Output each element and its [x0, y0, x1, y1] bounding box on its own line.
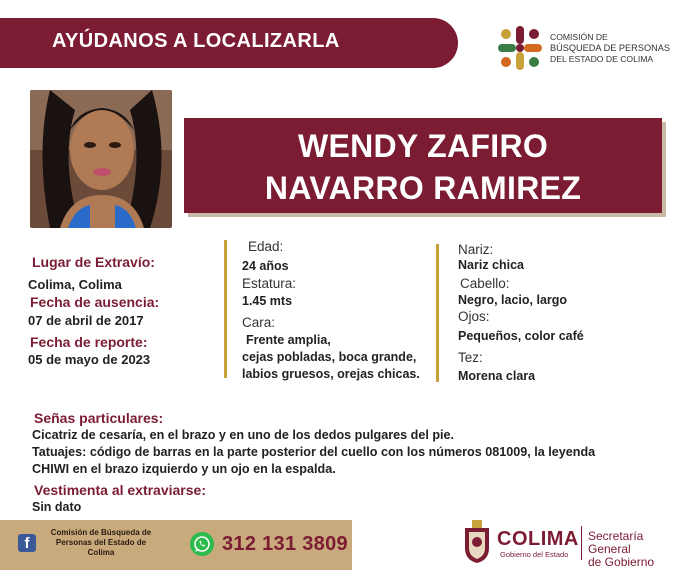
- commission-logo-icon: [496, 24, 544, 72]
- vestimenta-label: Vestimenta al extraviarse:: [34, 482, 206, 498]
- footer-separator: [581, 526, 582, 560]
- senas-line2: Tatuajes: código de barras en la parte posterior del cuello con los números 081009, la leyenda: [32, 445, 596, 459]
- secretaria-line1: Secretaría General: [588, 529, 644, 556]
- edad-value: 24 años: [242, 259, 289, 273]
- facebook-page-name[interactable]: [40, 528, 162, 558]
- ojos-label: Ojos:: [458, 309, 490, 324]
- edad-label: Edad:: [248, 239, 284, 254]
- person-photo: [30, 90, 172, 228]
- commission-name: [550, 32, 670, 65]
- fb-line3: Colima: [87, 548, 115, 557]
- nariz-value: Nariz chica: [458, 258, 525, 272]
- ojos-value: Pequeños, color café: [458, 329, 584, 343]
- estatura-value: 1.45 mts: [242, 294, 293, 308]
- cara-line1: Frente amplia,: [246, 333, 331, 347]
- fb-line2: Personas del Estado de: [55, 538, 147, 547]
- fb-line1: Comisión de Búsqueda de: [50, 528, 152, 537]
- colima-subtitle: Gobierno del Estado: [500, 550, 569, 559]
- commission-line1: COMISIÓN DE: [550, 32, 608, 42]
- cabello-label: Cabello:: [460, 276, 510, 291]
- estatura-label: Estatura:: [242, 276, 297, 291]
- fecha-ausencia-value: 07 de abril de 2017: [28, 313, 144, 328]
- fecha-reporte-value: 05 de mayo de 2023: [28, 352, 151, 367]
- phone-number[interactable]: 312 131 3809: [222, 533, 348, 555]
- commission-line2: BÚSQUEDA DE PERSONAS: [550, 43, 670, 53]
- secretaria-general: [588, 530, 680, 569]
- banner-title: AYÚDANOS A LOCALIZARLA: [52, 30, 340, 52]
- person-name-box: [184, 118, 662, 213]
- cara-label: Cara:: [242, 315, 276, 330]
- tez-value: Morena clara: [458, 369, 536, 383]
- lugar-label: Lugar de Extravío:: [32, 254, 155, 270]
- person-name-line1: WENDY ZAFIRO: [297, 128, 549, 164]
- cara-line3: labios gruesos, orejas chicas.: [242, 367, 420, 381]
- nariz-label: Nariz:: [458, 242, 494, 257]
- vestimenta-value: Sin dato: [32, 500, 82, 514]
- divider-left: [224, 240, 227, 378]
- person-name-line2: NAVARRO RAMIREZ: [264, 170, 582, 206]
- divider-right: [436, 244, 439, 382]
- commission-line3: DEL ESTADO DE COLIMA: [550, 54, 654, 64]
- facebook-icon[interactable]: f: [18, 534, 36, 552]
- fecha-reporte-label: Fecha de reporte:: [30, 334, 148, 350]
- colima-logo-text: COLIMA: [497, 528, 579, 550]
- cara-line2: cejas pobladas, boca grande,: [242, 350, 417, 364]
- whatsapp-icon[interactable]: [190, 532, 214, 556]
- tez-label: Tez:: [458, 350, 483, 365]
- senas-label: Señas particulares:: [34, 410, 164, 426]
- senas-line1: Cicatriz de cesaría, en el brazo y en uno de los dedos pulgares del pie.: [32, 428, 455, 442]
- lugar-value: Colima, Colima: [28, 277, 122, 292]
- colima-coat-of-arms-icon: [462, 520, 492, 564]
- senas-line3: CHIWI en el brazo izquierdo y un ojo en la espalda.: [32, 462, 336, 476]
- fecha-ausencia-label: Fecha de ausencia:: [30, 294, 160, 310]
- secretaria-line2: de Gobierno: [588, 555, 655, 569]
- cabello-value: Negro, lacio, largo: [458, 293, 568, 307]
